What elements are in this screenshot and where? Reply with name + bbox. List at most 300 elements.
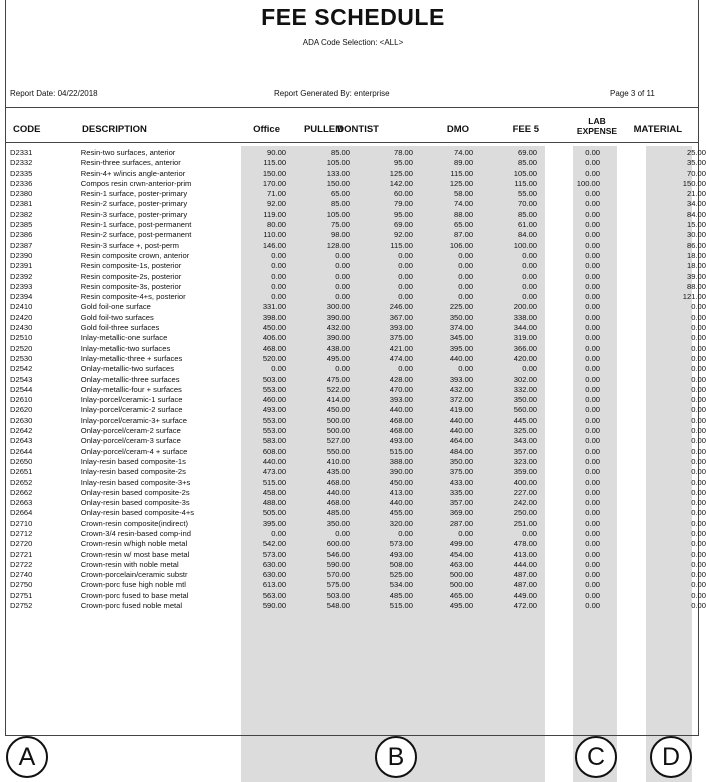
cell-material: 0.00 — [691, 343, 706, 353]
cell-pullem: 133.00 — [326, 168, 351, 178]
cell-description: Onlay-porcel/ceram-4 + surface — [80, 446, 188, 456]
cell-material: 0.00 — [691, 477, 706, 487]
report-title: FEE SCHEDULE — [261, 4, 445, 30]
cell-lab-expense: 0.00 — [585, 240, 601, 250]
table-row — [10, 169, 706, 179]
cell-material: 35.00 — [686, 158, 706, 168]
cell-office: 406.00 — [262, 333, 287, 343]
cell-dmo: 0.00 — [458, 261, 474, 271]
cell-dmo: 500.00 — [449, 570, 474, 580]
table-row — [10, 488, 706, 498]
cell-dmo: 87.00 — [454, 230, 474, 240]
cell-description: Resin-three surfaces, anterior — [80, 158, 181, 168]
cell-code: D2543 — [10, 374, 33, 384]
table-row — [10, 272, 706, 282]
cell-dontist: 390.00 — [389, 467, 413, 477]
cell-office: 503.00 — [262, 374, 287, 384]
col-lab-line2: EXPENSE — [576, 126, 618, 136]
cell-office: 488.00 — [262, 498, 287, 508]
cell-office: 553.00 — [262, 426, 287, 436]
cell-fee5: 332.00 — [513, 384, 538, 394]
cell-description: Crown-porc fused noble metal — [80, 601, 183, 611]
cell-material: 0.00 — [691, 559, 706, 569]
cell-dmo: 463.00 — [449, 559, 474, 569]
cell-description: Onlay-resin based composite-4+s — [80, 508, 195, 518]
cell-office: 119.00 — [263, 209, 287, 219]
cell-material: 0.00 — [691, 570, 706, 580]
table-row — [10, 158, 706, 168]
cell-dontist: 388.00 — [389, 456, 413, 466]
cell-office: 590.00 — [262, 601, 287, 611]
cell-office: 0.00 — [271, 261, 287, 271]
cell-material: 21.00 — [686, 189, 706, 199]
cell-dontist: 515.00 — [389, 601, 413, 611]
cell-dontist: 470.00 — [389, 384, 413, 394]
cell-fee5: 350.00 — [513, 395, 538, 405]
cell-dmo: 440.00 — [449, 415, 474, 425]
cell-office: 0.00 — [271, 292, 287, 302]
cell-pullem: 390.00 — [326, 312, 351, 322]
cell-pullem: 0.00 — [335, 292, 351, 302]
cell-office: 505.00 — [262, 508, 287, 518]
cell-pullem: 85.00 — [331, 148, 351, 157]
cell-lab-expense: 0.00 — [585, 261, 601, 271]
cell-pullem: 410.00 — [326, 456, 351, 466]
cell-dmo: 372.00 — [449, 395, 474, 405]
table-row — [10, 467, 706, 477]
table-row — [10, 220, 706, 230]
cell-lab-expense: 0.00 — [585, 312, 601, 322]
table-row — [10, 457, 706, 467]
table-row — [10, 210, 706, 220]
cell-description: Resin-2 surface, post-permanent — [80, 230, 192, 240]
cell-dontist: 468.00 — [389, 415, 413, 425]
cell-office: 630.00 — [262, 559, 287, 569]
cell-pullem: 65.00 — [331, 189, 351, 199]
cell-code: D2336 — [10, 178, 33, 188]
cell-dontist: 493.00 — [389, 436, 413, 446]
cell-dmo: 0.00 — [458, 281, 474, 291]
cell-office: 398.00 — [262, 312, 287, 322]
cell-fee5: 413.00 — [513, 549, 538, 559]
cell-fee5: 69.00 — [518, 148, 538, 157]
col-description: DESCRIPTION — [82, 124, 147, 135]
cell-code: D2392 — [10, 271, 33, 281]
cell-office: 0.00 — [271, 364, 287, 374]
table-row — [10, 405, 706, 415]
cell-office: 90.00 — [267, 148, 287, 157]
cell-material: 0.00 — [691, 436, 706, 446]
cell-description: Resin-3 surface +, post-perm — [80, 240, 179, 250]
cell-office: 493.00 — [262, 405, 287, 415]
cell-pullem: 575.00 — [326, 580, 351, 590]
cell-pullem: 546.00 — [326, 549, 351, 559]
cell-lab-expense: 0.00 — [585, 292, 601, 302]
cell-office: 563.00 — [262, 590, 287, 600]
cell-material: 34.00 — [686, 199, 706, 209]
cell-lab-expense: 0.00 — [585, 374, 601, 384]
cell-dmo: 350.00 — [449, 456, 474, 466]
cell-fee5: 251.00 — [513, 518, 538, 528]
cell-description: Onlay-resin based composite-2s — [80, 487, 190, 497]
cell-pullem: 548.00 — [326, 601, 351, 611]
cell-code: D2610 — [10, 395, 33, 405]
cell-description: Inlay-porcel/ceramic-3+ surface — [80, 415, 187, 425]
cell-dmo: 74.00 — [454, 148, 474, 157]
cell-dontist: 455.00 — [389, 508, 413, 518]
cell-description: Compos resin crwn-anterior-prim — [80, 178, 192, 188]
cell-material: 0.00 — [691, 415, 706, 425]
cell-lab-expense: 0.00 — [585, 580, 601, 590]
cell-material: 150.00 — [682, 178, 706, 188]
cell-pullem: 495.00 — [326, 353, 351, 363]
cell-material: 0.00 — [691, 590, 706, 600]
cell-dmo: 357.00 — [449, 498, 474, 508]
cell-office: 613.00 — [262, 580, 287, 590]
cell-dontist: 115.00 — [390, 240, 413, 250]
cell-office: 542.00 — [262, 539, 287, 549]
cell-dmo: 375.00 — [449, 467, 474, 477]
cell-fee5: 302.00 — [513, 374, 538, 384]
cell-description: Crown-resin w/ most base metal — [80, 549, 190, 559]
cell-dontist: 468.00 — [389, 426, 413, 436]
cell-code: D2430 — [10, 323, 33, 333]
cell-pullem: 0.00 — [335, 364, 351, 374]
cell-description: Resin composite-2s, posterior — [80, 271, 182, 281]
cell-lab-expense: 0.00 — [585, 158, 601, 168]
cell-dontist: 428.00 — [389, 374, 413, 384]
cell-pullem: 105.00 — [326, 158, 351, 168]
cell-description: Crown-porc fused to base metal — [80, 590, 189, 600]
cell-dmo: 88.00 — [454, 209, 474, 219]
cell-dontist: 320.00 — [389, 518, 413, 528]
cell-fee5: 487.00 — [513, 580, 538, 590]
cell-lab-expense: 0.00 — [585, 590, 601, 600]
table-row — [10, 354, 706, 364]
cell-lab-expense: 0.00 — [585, 384, 601, 394]
cell-material: 0.00 — [691, 323, 706, 333]
cell-lab-expense: 0.00 — [585, 220, 601, 230]
cell-material: 0.00 — [691, 539, 706, 549]
cell-description: Resin-1 surface, poster-primary — [80, 189, 188, 199]
cell-code: D2710 — [10, 518, 33, 528]
table-row — [10, 529, 706, 539]
cell-pullem: 550.00 — [326, 446, 351, 456]
cell-code: D2740 — [10, 570, 33, 580]
cell-code: D2382 — [10, 209, 33, 219]
cell-pullem: 0.00 — [335, 528, 351, 538]
cell-dontist: 69.00 — [393, 220, 413, 230]
cell-dmo: 106.00 — [449, 240, 474, 250]
cell-dontist: 493.00 — [389, 549, 413, 559]
cell-dontist: 450.00 — [389, 477, 413, 487]
cell-dontist: 474.00 — [389, 353, 413, 363]
cell-description: Resin composite-1s, posterior — [80, 261, 182, 271]
cell-material: 0.00 — [691, 518, 706, 528]
cell-dmo: 58.00 — [454, 189, 474, 199]
cell-dmo: 345.00 — [449, 333, 474, 343]
cell-fee5: 0.00 — [522, 250, 538, 260]
cell-pullem: 438.00 — [326, 343, 351, 353]
cell-code: D2386 — [10, 230, 33, 240]
cell-material: 30.00 — [686, 230, 706, 240]
cell-description: Onlay-porcel/ceram-2 surface — [80, 426, 181, 436]
cell-pullem: 500.00 — [326, 426, 351, 436]
cell-dmo: 0.00 — [458, 292, 474, 302]
cell-dmo: 433.00 — [449, 477, 474, 487]
cell-pullem: 468.00 — [326, 498, 351, 508]
table-row — [10, 261, 706, 271]
cell-lab-expense: 0.00 — [585, 250, 601, 260]
cell-lab-expense: 0.00 — [585, 333, 601, 343]
cell-fee5: 420.00 — [513, 353, 538, 363]
page-number: Page 3 of 11 — [610, 89, 655, 98]
cell-material: 121.00 — [682, 292, 706, 302]
col-lab-expense — [568, 116, 626, 136]
cell-pullem: 98.00 — [331, 230, 351, 240]
cell-description: Onlay-metallic-two surfaces — [80, 364, 175, 374]
cell-material: 0.00 — [691, 384, 706, 394]
cell-fee5: 200.00 — [513, 302, 538, 312]
cell-code: D2652 — [10, 477, 33, 487]
table-row — [10, 539, 706, 549]
cell-material: 0.00 — [691, 601, 706, 611]
cell-pullem: 485.00 — [326, 508, 351, 518]
cell-description: Crown-resin w/high noble metal — [80, 539, 188, 549]
cell-dmo: 374.00 — [449, 323, 474, 333]
cell-material: 0.00 — [691, 405, 706, 415]
cell-code: D2651 — [10, 467, 33, 477]
cell-material: 0.00 — [691, 498, 706, 508]
cell-code: D2530 — [10, 353, 33, 363]
cell-fee5: 0.00 — [522, 292, 538, 302]
cell-dontist: 0.00 — [398, 528, 413, 538]
cell-fee5: 85.00 — [518, 209, 538, 219]
cell-code: D2381 — [10, 199, 33, 209]
cell-pullem: 432.00 — [326, 323, 351, 333]
cell-pullem: 75.00 — [331, 220, 351, 230]
cell-material: 0.00 — [691, 549, 706, 559]
cell-pullem: 390.00 — [326, 333, 351, 343]
cell-dontist: 525.00 — [389, 570, 413, 580]
cell-lab-expense: 0.00 — [585, 353, 601, 363]
cell-fee5: 445.00 — [513, 415, 538, 425]
cell-office: 170.00 — [262, 178, 287, 188]
cell-lab-expense: 0.00 — [585, 271, 601, 281]
cell-pullem: 414.00 — [326, 395, 351, 405]
cell-office: 630.00 — [262, 570, 287, 580]
cell-code: D2630 — [10, 415, 33, 425]
cell-lab-expense: 0.00 — [585, 189, 601, 199]
cell-fee5: 105.00 — [513, 168, 538, 178]
cell-material: 0.00 — [691, 333, 706, 343]
cell-fee5: 227.00 — [513, 487, 538, 497]
cell-dmo: 115.00 — [450, 168, 474, 178]
cell-fee5: 61.00 — [518, 220, 538, 230]
cell-office: 146.00 — [262, 240, 287, 250]
cell-code: D2420 — [10, 312, 33, 322]
table-row — [10, 323, 706, 333]
cell-code: D2410 — [10, 302, 33, 312]
cell-dmo: 495.00 — [449, 601, 474, 611]
table-row — [10, 416, 706, 426]
cell-code: D2385 — [10, 220, 33, 230]
cell-lab-expense: 0.00 — [585, 539, 601, 549]
cell-lab-expense: 0.00 — [585, 302, 601, 312]
cell-description: Crown-porc fuse high noble mtl — [80, 580, 186, 590]
cell-pullem: 150.00 — [326, 178, 351, 188]
cell-lab-expense: 0.00 — [585, 570, 601, 580]
cell-lab-expense: 0.00 — [585, 209, 601, 219]
cell-code: D2391 — [10, 261, 33, 271]
cell-code: D2642 — [10, 426, 33, 436]
cell-office: 450.00 — [262, 323, 287, 333]
cell-material: 0.00 — [691, 467, 706, 477]
cell-office: 608.00 — [262, 446, 287, 456]
cell-code: D2663 — [10, 498, 33, 508]
cell-material: 0.00 — [691, 374, 706, 384]
cell-dontist: 573.00 — [389, 539, 413, 549]
cell-dmo: 393.00 — [449, 374, 474, 384]
col-dmo: DMO — [446, 124, 469, 135]
cell-dontist: 0.00 — [398, 364, 413, 374]
cell-dmo: 454.00 — [449, 549, 474, 559]
cell-code: D2650 — [10, 456, 33, 466]
cell-dmo: 65.00 — [454, 220, 474, 230]
cell-dontist: 440.00 — [389, 498, 413, 508]
cell-dmo: 335.00 — [449, 487, 474, 497]
table-row — [10, 148, 706, 158]
cell-lab-expense: 0.00 — [585, 456, 601, 466]
cell-lab-expense: 0.00 — [585, 364, 601, 374]
cell-code: D2393 — [10, 281, 33, 291]
cell-fee5: 338.00 — [513, 312, 538, 322]
cell-fee5: 0.00 — [522, 281, 538, 291]
cell-dontist: 421.00 — [389, 343, 413, 353]
cell-description: Onlay-resin based composite-3s — [80, 498, 190, 508]
cell-fee5: 449.00 — [513, 590, 538, 600]
cell-code: D2394 — [10, 292, 33, 302]
table-row — [10, 251, 706, 261]
cell-lab-expense: 0.00 — [585, 415, 601, 425]
cell-office: 115.00 — [263, 158, 287, 168]
cell-code: D2335 — [10, 168, 33, 178]
cell-description: Inlay-porcel/ceramic-1 surface — [80, 395, 183, 405]
cell-lab-expense: 0.00 — [585, 477, 601, 487]
cell-code: D2387 — [10, 240, 33, 250]
cell-dmo: 465.00 — [449, 590, 474, 600]
cell-description: Resin-1 surface, post-permanent — [80, 220, 192, 230]
cell-fee5: 343.00 — [513, 436, 538, 446]
table-row — [10, 580, 706, 590]
cell-office: 331.00 — [262, 302, 287, 312]
cell-pullem: 105.00 — [326, 209, 351, 219]
cell-pullem: 0.00 — [335, 261, 351, 271]
cell-office: 553.00 — [262, 415, 287, 425]
cell-dmo: 419.00 — [449, 405, 474, 415]
cell-description: Inlay-resin based composite-1s — [80, 456, 186, 466]
cell-description: Crown-resin composite(indirect) — [80, 518, 188, 528]
cell-dontist: 95.00 — [393, 209, 413, 219]
cell-lab-expense: 0.00 — [585, 323, 601, 333]
cell-material: 0.00 — [691, 395, 706, 405]
table-row — [10, 230, 706, 240]
cell-pullem: 570.00 — [326, 570, 351, 580]
cell-lab-expense: 0.00 — [585, 508, 601, 518]
cell-code: D2644 — [10, 446, 33, 456]
col-code: CODE — [13, 124, 41, 135]
cell-dontist: 393.00 — [389, 395, 413, 405]
cell-office: 0.00 — [271, 528, 287, 538]
table-row — [10, 313, 706, 323]
col-lab-line1: LAB — [588, 116, 606, 126]
cell-fee5: 0.00 — [522, 261, 538, 271]
cell-fee5: 0.00 — [522, 364, 538, 374]
cell-dmo: 500.00 — [449, 580, 474, 590]
cell-fee5: 400.00 — [513, 477, 538, 487]
cell-dontist: 393.00 — [389, 323, 413, 333]
cell-pullem: 590.00 — [326, 559, 351, 569]
table-row — [10, 508, 706, 518]
cell-dmo: 0.00 — [458, 364, 474, 374]
cell-fee5: 242.00 — [513, 498, 538, 508]
cell-dontist: 246.00 — [389, 302, 413, 312]
cell-fee5: 487.00 — [513, 570, 538, 580]
cell-description: Resin-two surfaces, anterior — [80, 148, 176, 157]
cell-pullem: 128.00 — [326, 240, 351, 250]
cell-fee5: 478.00 — [513, 539, 538, 549]
cell-dontist: 508.00 — [389, 559, 413, 569]
table-row — [10, 478, 706, 488]
fee-table-body — [10, 148, 706, 611]
cell-dontist: 0.00 — [398, 281, 413, 291]
cell-fee5: 444.00 — [513, 559, 538, 569]
cell-dmo: 125.00 — [449, 178, 474, 188]
marker-a: A — [6, 736, 48, 778]
cell-material: 0.00 — [691, 508, 706, 518]
cell-lab-expense: 0.00 — [585, 281, 601, 291]
cell-description: Resin-4+ w/incis angle-anterior — [80, 168, 186, 178]
cell-fee5: 344.00 — [513, 323, 538, 333]
cell-material: 86.00 — [686, 240, 706, 250]
cell-description: Inlay-porcel/ceramic-2 surface — [80, 405, 183, 415]
cell-office: 520.00 — [262, 353, 287, 363]
cell-code: D2662 — [10, 487, 33, 497]
cell-pullem: 300.00 — [326, 302, 351, 312]
cell-description: Resin-3 surface, poster-primary — [80, 209, 188, 219]
col-office: Office — [253, 124, 280, 135]
cell-office: 573.00 — [262, 549, 287, 559]
cell-lab-expense: 0.00 — [585, 168, 601, 178]
cell-pullem: 0.00 — [335, 281, 351, 291]
cell-fee5: 250.00 — [513, 508, 538, 518]
cell-description: Gold foil-three surfaces — [80, 323, 160, 333]
cell-dontist: 0.00 — [398, 271, 413, 281]
cell-pullem: 0.00 — [335, 250, 351, 260]
cell-code: D2620 — [10, 405, 33, 415]
table-row — [10, 395, 706, 405]
cell-description: Resin-2 surface, poster-primary — [80, 199, 188, 209]
cell-lab-expense: 0.00 — [585, 498, 601, 508]
cell-material: 0.00 — [691, 446, 706, 456]
cell-pullem: 527.00 — [326, 436, 351, 446]
col-dontist: DONTIST — [337, 124, 379, 135]
cell-lab-expense: 0.00 — [585, 467, 601, 477]
cell-code: D2542 — [10, 364, 33, 374]
cell-pullem: 468.00 — [326, 477, 351, 487]
cell-lab-expense: 0.00 — [585, 549, 601, 559]
cell-material: 0.00 — [691, 312, 706, 322]
